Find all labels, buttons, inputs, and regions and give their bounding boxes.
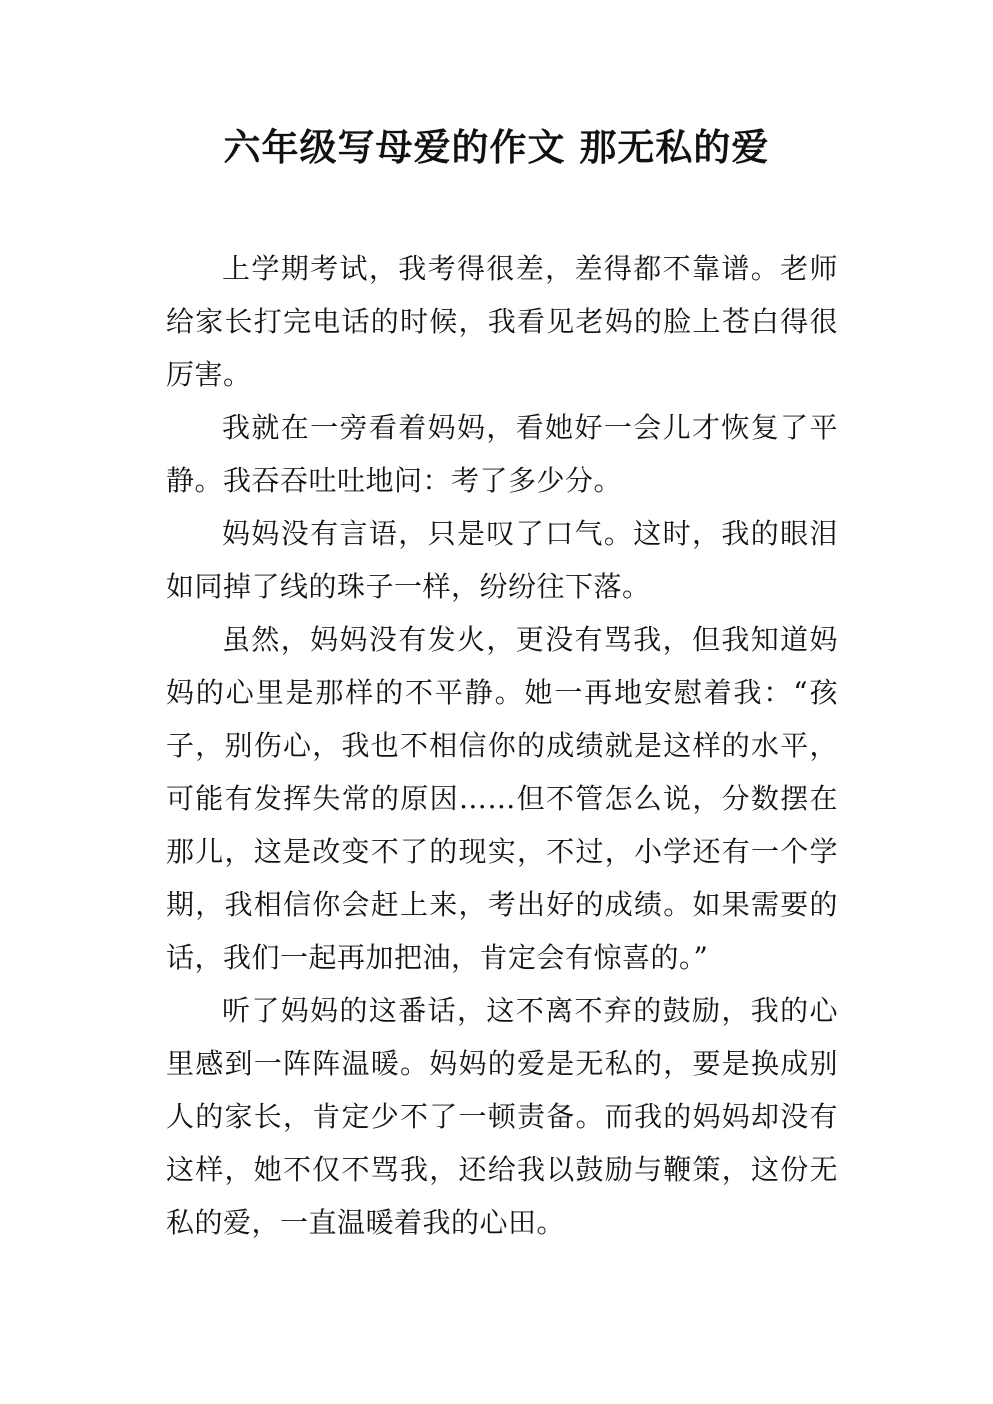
paragraph-3: 妈妈没有言语，只是叹了口气。这时，我的眼泪如同掉了线的珠子一样，纷纷往下落。 xyxy=(166,517,838,603)
paragraph-5: 听了妈妈的这番话，这不离不弃的鼓励，我的心里感到一阵阵温暖。妈妈的爱是无私的，要是换成别人的家长，肯定少不了一顿责备。而我的妈妈却没有这样，她不仅不骂我，还给我以鼓励与鞭策，这份无私的爱，一直温暖着我的心田。 xyxy=(166,994,838,1239)
document-title: 六年级写母爱的作文 那无私的爱 xyxy=(223,126,770,169)
paragraph-1: 上学期考试，我考得很差，差得都不靠谱。老师给家长打完电话的时候，我看见老妈的脸上苍白得很厉害。 xyxy=(166,252,838,391)
paragraph-2: 我就在一旁看着妈妈，看她好一会儿才恢复了平静。我吞吞吐吐地问：考了多少分。 xyxy=(166,411,838,497)
paragraph-4: 虽然，妈妈没有发火，更没有骂我，但我知道妈妈的心里是那样的不平静。她一再地安慰着我：“孩子，别伤心，我也不相信你的成绩就是这样的水平，可能有发挥失常的原因……但不管怎么说，分数摆在那儿，这是改变不了的现实，不过，小学还有一个学期，我相信你会赶上来，考出好的成绩。如果需要的话，我们一起再加把油，肯定会有惊喜的。” xyxy=(166,623,838,974)
document-body xyxy=(166,242,838,1249)
